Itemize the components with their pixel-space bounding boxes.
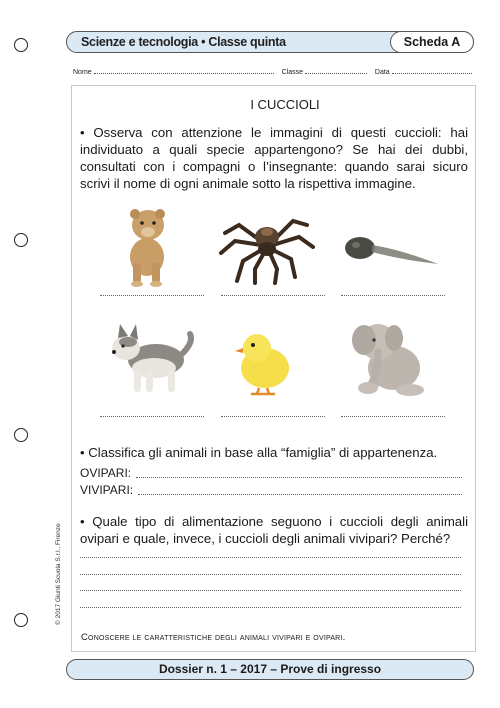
chick-image bbox=[233, 328, 297, 396]
binder-hole bbox=[14, 613, 28, 627]
question-answer-line[interactable] bbox=[80, 557, 461, 558]
husky-puppy-image bbox=[104, 322, 196, 396]
subject-title: Scienze e tecnologia • Classe quinta bbox=[81, 35, 286, 49]
baby-elephant-image bbox=[348, 316, 432, 398]
question-answer-line[interactable] bbox=[80, 574, 461, 575]
ovipari-label: OVIPARI: bbox=[80, 466, 132, 480]
nome-field[interactable] bbox=[94, 67, 274, 74]
learning-objective: Conoscere le caratteristiche degli animali vivipari e ovipari. bbox=[81, 632, 346, 643]
classe-field[interactable] bbox=[305, 67, 367, 74]
answer-line-elephant[interactable] bbox=[341, 416, 445, 417]
ovipari-row bbox=[80, 466, 131, 480]
binder-hole bbox=[14, 233, 28, 247]
answer-line-tadpole[interactable] bbox=[341, 295, 445, 296]
vivipari-row bbox=[80, 483, 133, 497]
data-field[interactable] bbox=[392, 67, 472, 74]
lion-cub-image bbox=[118, 205, 176, 287]
classify-instruction: • Classifica gli animali in base alla “famiglia” di appartenenza. bbox=[80, 445, 438, 460]
binder-hole bbox=[14, 38, 28, 52]
footer-bar: Dossier n. 1 – 2017 – Prove di ingresso bbox=[66, 659, 474, 680]
answer-line-puppy[interactable] bbox=[100, 416, 204, 417]
nome-label: Nome bbox=[73, 69, 92, 76]
classe-label: Classe bbox=[281, 69, 303, 76]
binder-hole bbox=[14, 428, 28, 442]
vivipari-answer-line[interactable] bbox=[138, 494, 462, 495]
answer-line-chick[interactable] bbox=[221, 416, 325, 417]
tarantula-image bbox=[217, 207, 317, 285]
sheet-tab: Scheda A bbox=[390, 31, 474, 53]
answer-line-lion[interactable] bbox=[100, 295, 204, 296]
header-bar bbox=[66, 31, 474, 53]
answer-line-spider[interactable] bbox=[221, 295, 325, 296]
question-answer-line[interactable] bbox=[80, 607, 461, 608]
tadpole-image bbox=[342, 230, 440, 270]
intro-paragraph: • Osserva con attenzione le immagini di questi cuccioli: hai individuato a quali specie appartengono? Se hai dei dubbi, consultati con i compagni o l’insegnante: quando sarai sicuro scrivi il nome di ogni animale sotto la rispettiva immagine. bbox=[80, 125, 468, 191]
name-row bbox=[73, 67, 472, 76]
ovipari-answer-line[interactable] bbox=[136, 477, 462, 478]
vivipari-label: VIVIPARI: bbox=[80, 483, 134, 497]
copyright-note: © 2017 Giunti Scuola S.r.l., Firenze bbox=[55, 523, 62, 625]
worksheet-title: I CUCCIOLI bbox=[250, 97, 320, 112]
data-label: Data bbox=[374, 69, 390, 76]
feeding-question: • Quale tipo di alimentazione seguono i cuccioli degli animali ovipari e quale, invece, i cuccioli degli animali vivipari? Perché? bbox=[80, 514, 468, 546]
question-answer-line[interactable] bbox=[80, 590, 461, 591]
